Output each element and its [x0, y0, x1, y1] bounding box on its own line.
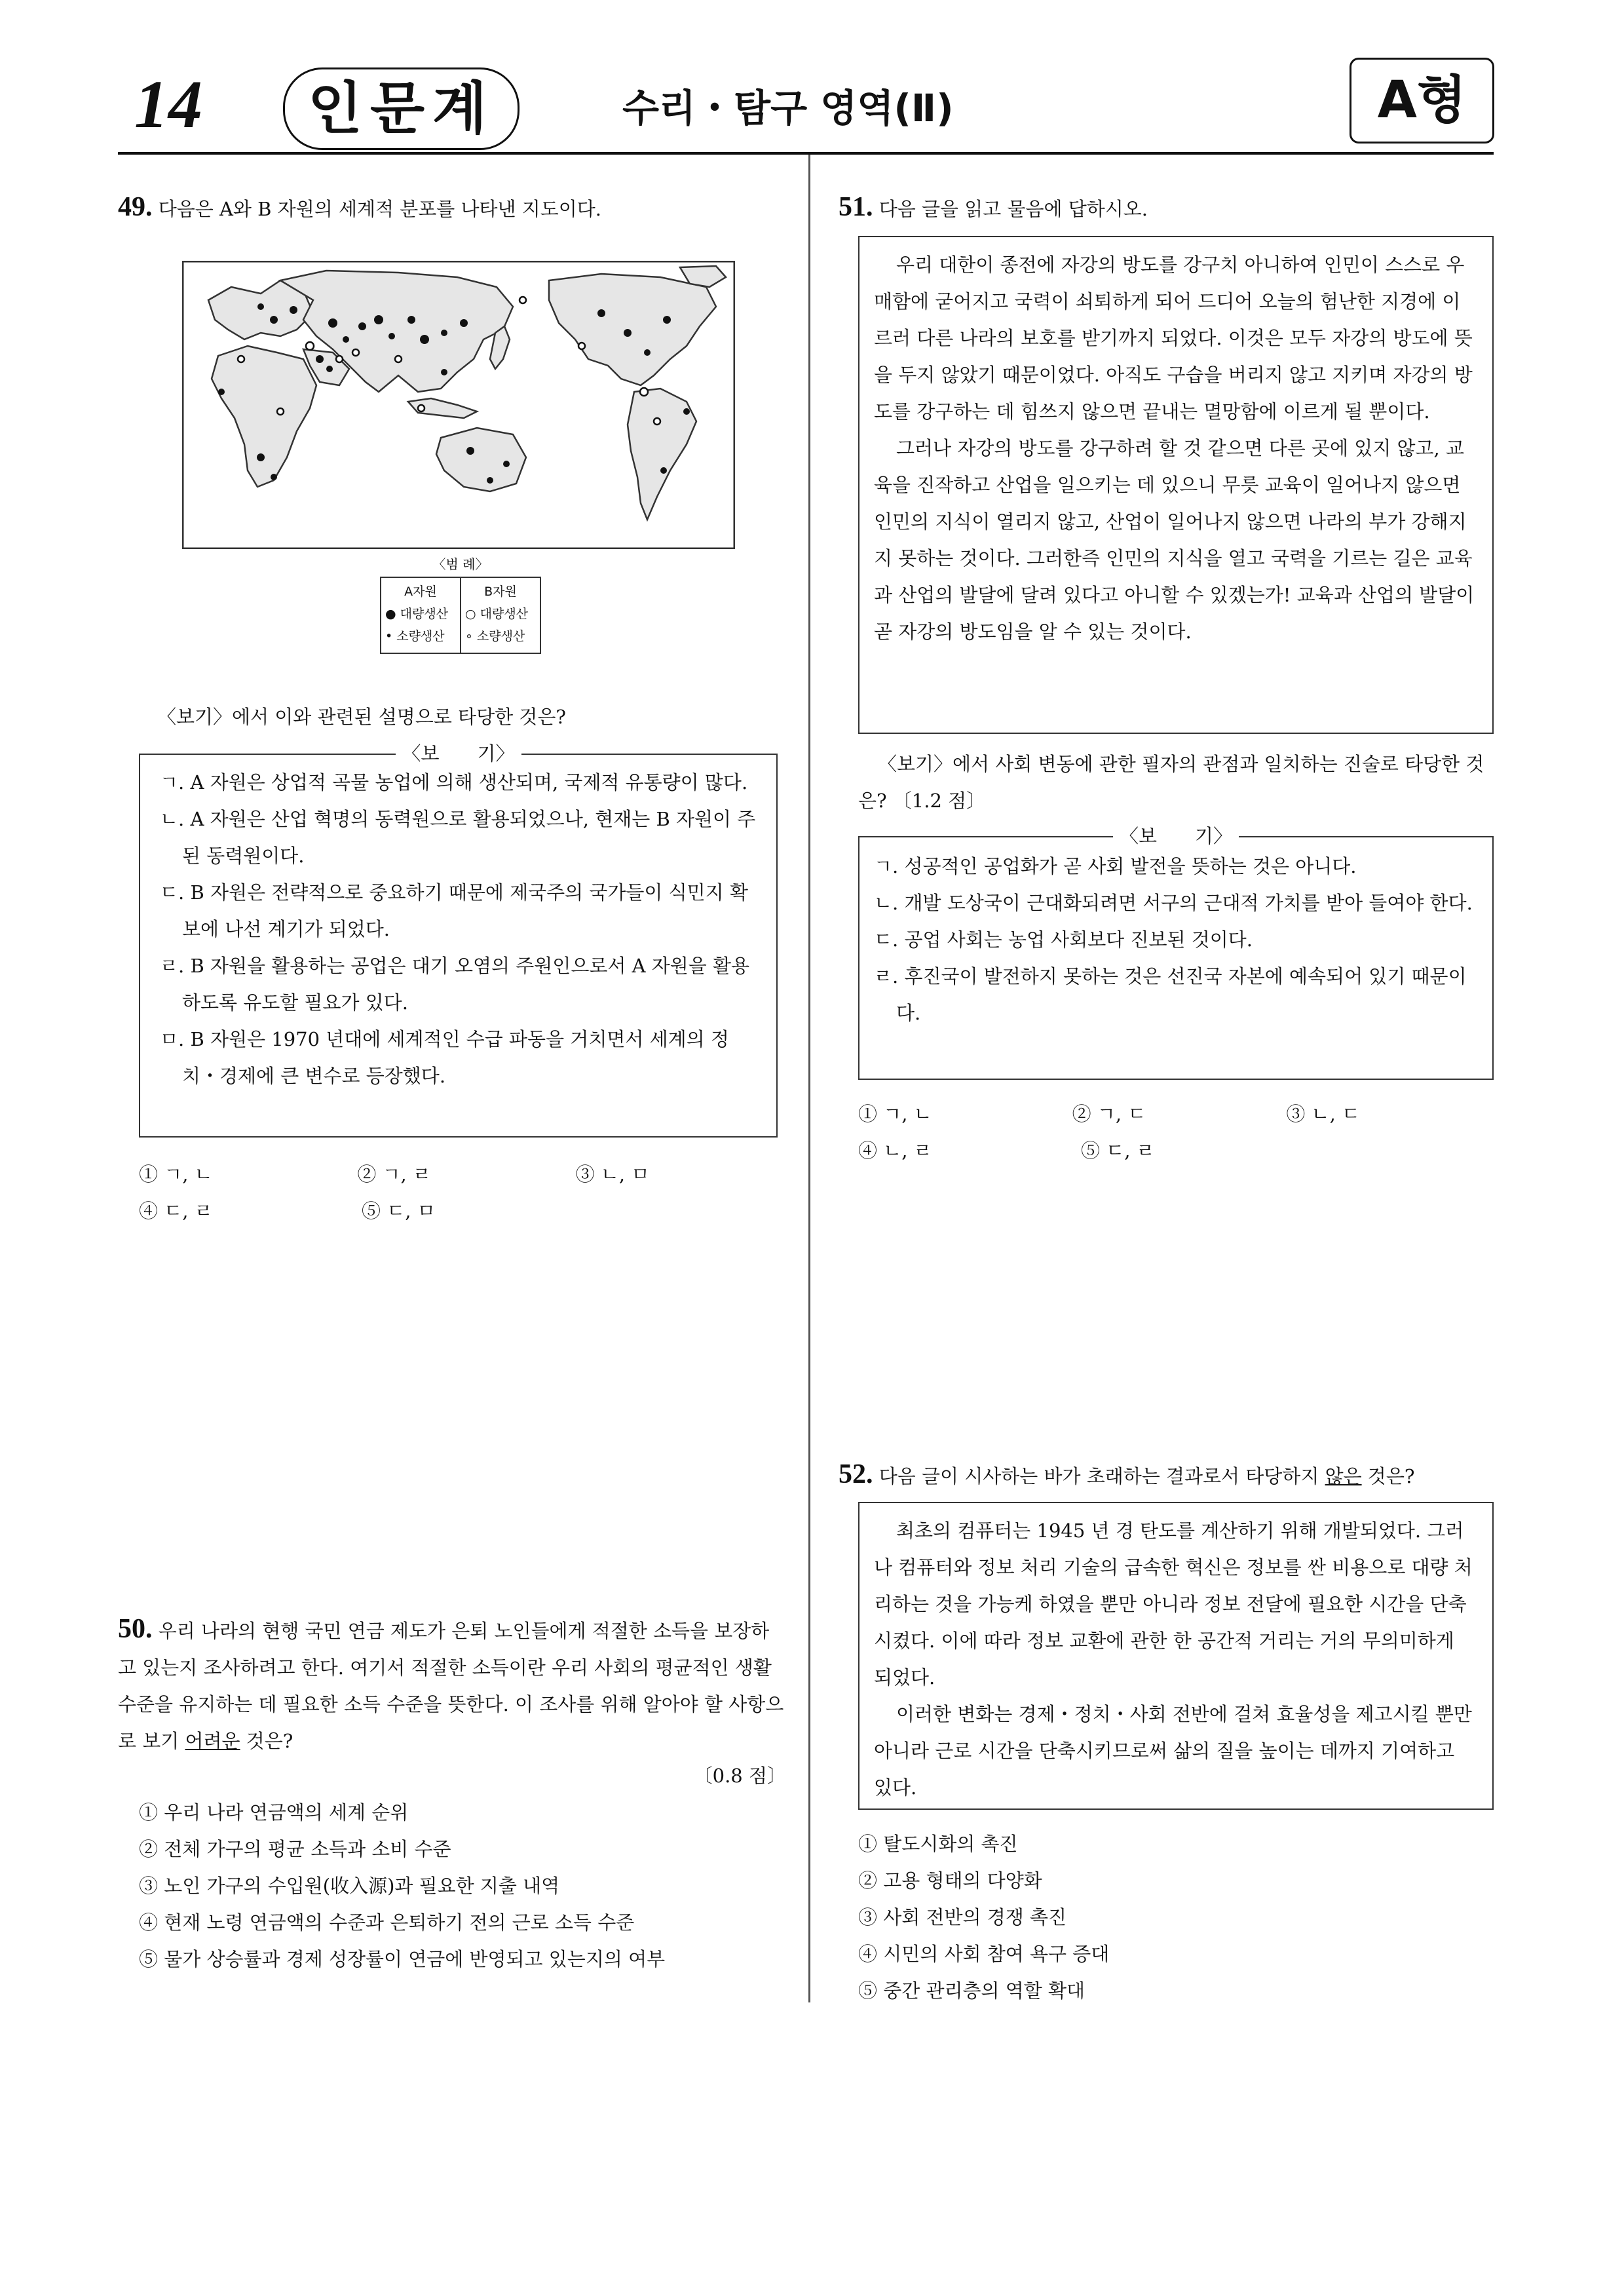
form-badge: A형: [1350, 58, 1494, 144]
q49-option-1[interactable]: ① ㄱ, ㄴ: [139, 1163, 213, 1185]
q50-number: 50.: [118, 1614, 153, 1644]
q49-option-5[interactable]: ⑤ ㄷ, ㅁ: [362, 1200, 436, 1222]
q52-option-3[interactable]: ③ 사회 전반의 경쟁 촉진: [858, 1906, 1067, 1928]
q51-bogi-item: ㄷ. 공업 사회는 농업 사회보다 진보된 것이다.: [874, 928, 1253, 951]
legend-a-large: ● 대량생산: [385, 607, 449, 621]
q49-number: 49.: [118, 192, 153, 222]
q52-stem-text-a: 다음 글이 시사하는 바가 초래하는 결과로서 타당하지: [878, 1465, 1325, 1487]
world-map: [182, 261, 735, 549]
legend-a-small: • 소량생산: [385, 629, 445, 643]
q50-option-2[interactable]: ② 전체 가구의 평균 소득과 소비 수준: [139, 1838, 451, 1860]
q51-passage-box: [858, 236, 1494, 734]
q49-bogi-box: [139, 742, 778, 1138]
q51-option-3[interactable]: ③ ㄴ, ㄷ: [1286, 1103, 1361, 1125]
q52-stem-underlined: 않은: [1325, 1465, 1362, 1487]
q51-stem-line: [839, 189, 1494, 227]
q52-stem-line: [839, 1456, 1500, 1495]
q49-bogi-item: ㄷ. B 자원은 전략적으로 중요하기 때문에 제국주의 국가들이 식민지 확보에 나선 계기가 되었다.: [160, 881, 748, 940]
q51-number: 51.: [839, 192, 873, 222]
q51-bogi-box: [858, 825, 1494, 1080]
q51-bogi-item: ㄹ. 후진국이 발전하지 못하는 것은 선진국 자본에 예속되어 있기 때문이다.: [874, 965, 1467, 1024]
q49-bogi-title: 〈보 기〉: [395, 740, 521, 767]
q52-option-1[interactable]: ① 탈도시화의 촉진: [858, 1833, 1018, 1855]
q51-option-5[interactable]: ⑤ ㄷ, ㄹ: [1081, 1139, 1155, 1162]
q50-option-4[interactable]: ④ 현재 노령 연금액의 수준과 은퇴하기 전의 근로 소득 수준: [139, 1911, 635, 1934]
column-divider: [808, 155, 810, 2002]
section-title: 수리・탐구 영역(Ⅱ): [622, 86, 954, 130]
legend-b-header: B자원: [484, 584, 517, 599]
q51-question: 〈보기〉에서 사회 변동에 관한 필자의 관점과 일치하는 진술로 타당한 것은? 〔1.2 점〕: [858, 753, 1484, 812]
q50-stem-text-b: 것은?: [240, 1730, 293, 1752]
q51-stem: 다음 글을 읽고 물음에 답하시오.: [878, 198, 1148, 220]
q51-bogi-item: ㄱ. 성공적인 공업화가 곧 사회 발전을 뜻하는 것은 아니다.: [874, 855, 1357, 877]
legend-a-header: A자원: [404, 584, 437, 599]
q50-stem-text-a: 우리 나라의 현행 국민 연금 제도가 은퇴 노인들에게 적절한 소득을 보장하고 있는지 조사하려고 한다. 여기서 적절한 소득이란 우리 사회의 평균적인 생활 수준을 유지하는 데 필요한 소득 수준을 뜻한다. 이 조사를 위해 알아야 할 사항으로 보기: [118, 1620, 784, 1752]
q50-option-3[interactable]: ③ 노인 가구의 수입원(收入源)과 필요한 지출 내역: [139, 1875, 560, 1897]
q52-passage-paragraph: 이러한 변화는 경제・정치・사회 전반에 걸쳐 효율성을 제고시킬 뿐만 아니라 근로 시간을 단축시키므로써 삶의 질을 높이는 데까지 기여하고 있다.: [874, 1703, 1472, 1799]
legend-b-small: ∘ 소량생산: [465, 629, 525, 643]
q52-option-2[interactable]: ② 고용 형태의 다양화: [858, 1869, 1042, 1892]
q52-options: [858, 1826, 1494, 2009]
q52-passage-paragraph: 최초의 컴퓨터는 1945 년 경 탄도를 계산하기 위해 개발되었다. 그러나 컴퓨터와 정보 처리 기술의 급속한 혁신은 정보를 싼 비용으로 대량 처리하는 것을 가능케 하였을 뿐만 아니라 정보 전달에 필요한 시간을 단축시켰다. 이에 따라 정보 교환에 관한 한 공간적 거리는 거의 무의미하게 되었다.: [874, 1520, 1473, 1689]
header-rule: [118, 152, 1494, 155]
q49-stem-line: [118, 189, 793, 227]
q50-stem-underlined: 어려운: [185, 1730, 240, 1752]
q49-option-4[interactable]: ④ ㄷ, ㄹ: [139, 1200, 213, 1222]
q49-bogi-item: ㄴ. A 자원은 산업 혁명의 동력원으로 활용되었으나, 현재는 B 자원이 주된 동력원이다.: [160, 808, 756, 867]
page-number: 14: [134, 67, 202, 142]
q51-passage-paragraph: 그러나 자강의 방도를 강구하려 할 것 같으면 다른 곳에 있지 않고, 교육을 진작하고 산업을 일으키는 데 있으니 무릇 교육이 일어나지 않으면 인민의 지식이 열리지 않고, 산업이 일어나지 않으면 나라의 부가 강해지지 못하는 것이다. 그러한즉 인민의 지식을 열고 국력을 기르는 길은 교육과 산업의 발달에 달려 있다고 아니할 수 있겠는가! 교육과 산업의 발달이 곧 자강의 방도임을 알 수 있는 것이다.: [874, 437, 1475, 643]
q50-stem: [118, 1611, 786, 1759]
q50-options: [139, 1794, 801, 1978]
q50-points: 〔0.8 점〕: [693, 1765, 786, 1787]
legend-title: 〈범 례〉: [432, 556, 489, 572]
q49-bogi-item: ㄹ. B 자원을 활용하는 공업은 대기 오염의 주원인으로서 A 자원을 활용하도록 유도할 필요가 있다.: [160, 955, 750, 1014]
q49-options: [139, 1156, 794, 1229]
category-badge: 인문계: [283, 67, 519, 150]
q52-stem-text-b: 것은?: [1361, 1465, 1415, 1487]
q49-bogi-item: ㄱ. A 자원은 상업적 곡물 농업에 의해 생산되며, 국제적 유통량이 많다.: [160, 771, 748, 794]
q51-passage-paragraph: 우리 대한이 종전에 자강의 방도를 강구치 아니하여 인민이 스스로 우매함에 굳어지고 국력이 쇠퇴하게 되어 드디어 오늘의 험난한 지경에 이르러 다른 나라의 보호를 받기까지 되었다. 이것은 모두 자강의 방도에 뜻을 두지 않았기 때문이었다. 아직도 구습을 버리지 않고 지키며 자강의 방도를 강구하는 데 힘쓰지 않으면 끝내는 멸망함에 이르게 될 뿐이다.: [874, 254, 1473, 423]
q52-option-5[interactable]: ⑤ 중간 관리층의 역할 확대: [858, 1980, 1086, 2002]
q49-option-3[interactable]: ③ ㄴ, ㅁ: [575, 1163, 650, 1185]
q51-options: [858, 1096, 1500, 1169]
q51-option-4[interactable]: ④ ㄴ, ㄹ: [858, 1139, 932, 1162]
map-legend: [380, 577, 541, 654]
q51-option-2[interactable]: ② ㄱ, ㄷ: [1072, 1103, 1146, 1125]
q49-bogi-item: ㅁ. B 자원은 1970 년대에 세계적인 수급 파동을 거치면서 세계의 정치・경제에 큰 변수로 등장했다.: [160, 1028, 729, 1087]
q50-option-1[interactable]: ① 우리 나라 연금액의 세계 순위: [139, 1801, 409, 1824]
q52-passage-box: [858, 1502, 1494, 1810]
q51-bogi-item: ㄴ. 개발 도상국이 근대화되려면 서구의 근대적 가치를 받아 들여야 한다.: [874, 892, 1473, 914]
q52-option-4[interactable]: ④ 시민의 사회 참여 욕구 증대: [858, 1943, 1110, 1965]
q49-option-2[interactable]: ② ㄱ, ㄹ: [357, 1163, 432, 1185]
q51-option-1[interactable]: ① ㄱ, ㄴ: [858, 1103, 932, 1125]
q51-bogi-title: 〈보 기〉: [1113, 823, 1239, 849]
q49-question: 〈보기〉에서 이와 관련된 설명으로 타당한 것은?: [157, 706, 566, 728]
q50-option-5[interactable]: ⑤ 물가 상승률과 경제 성장률이 연금에 반영되고 있는지의 여부: [139, 1948, 666, 1970]
q49-stem: 다음은 A와 B 자원의 세계적 분포를 나타낸 지도이다.: [158, 198, 601, 220]
q52-number: 52.: [839, 1459, 873, 1489]
legend-b-large: ○ 대량생산: [465, 607, 529, 621]
